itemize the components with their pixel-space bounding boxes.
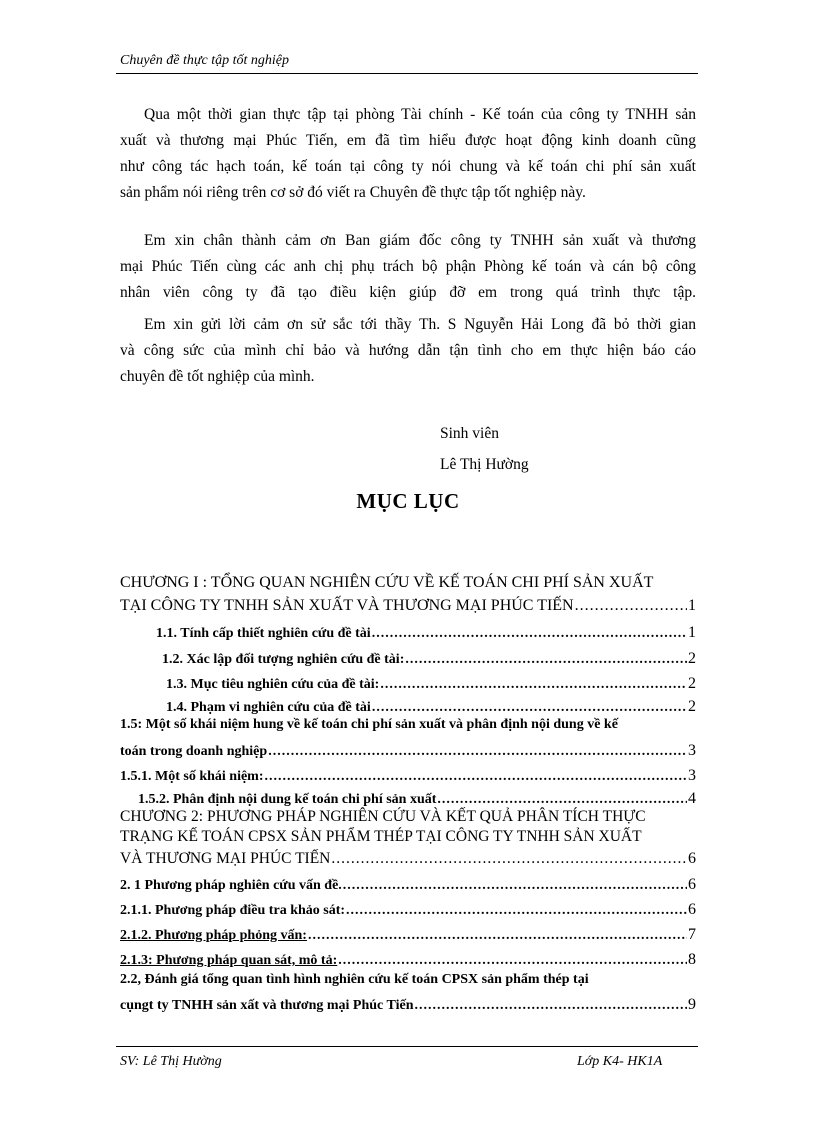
- toc-page-number: 1: [688, 597, 696, 614]
- toc-entry-2-1-1[interactable]: [120, 901, 696, 919]
- intro-paragraph-3: [120, 312, 696, 390]
- toc-entry-text: 1.4. Phạm vi nghiên cứu của đề tài: [166, 700, 371, 715]
- toc-page-number: 9: [688, 996, 696, 1013]
- toc-entry-text: 2.1.3: Phương pháp quan sát, mô tả:: [120, 953, 338, 968]
- toc-entry-text: VÀ THƯƠNG MẠI PHÚC TIẾN: [120, 850, 331, 867]
- footer-class: Lớp K4- HK1A: [577, 1054, 663, 1069]
- toc-entry-2-2-line-1: 2.2, Đánh giá tổng quan tình hình nghiên cứu kế toán CPSX sản phẩm thép tại: [120, 972, 589, 987]
- dot-leader: [380, 677, 687, 693]
- header-rule: [116, 73, 698, 74]
- toc-page-number: 3: [688, 742, 696, 759]
- dot-leader: [405, 652, 687, 668]
- text-line: Em xin chân thành cảm ơn Ban giám đốc công ty TNHH sản xuất và thương: [144, 232, 696, 249]
- toc-entry-text: 1.5.1. Một số khái niệm:: [120, 769, 264, 784]
- toc-page-number: 7: [688, 926, 696, 943]
- signature-role: Sinh viên: [440, 425, 499, 442]
- toc-title: MỤC LỤC: [356, 489, 460, 513]
- toc-entry-1-1[interactable]: [156, 624, 696, 642]
- toc-entry-text: 2.1.2. Phương pháp phỏng vấn:: [120, 928, 307, 943]
- intro-paragraph-2: [120, 228, 696, 306]
- dot-leader: [265, 769, 688, 785]
- toc-page-number: 6: [688, 876, 696, 893]
- toc-entry-text: 2.1.1. Phương pháp điều tra khảo sát:: [120, 903, 346, 918]
- dot-leader: [268, 744, 687, 760]
- toc-entry-text: 2. 1 Phương pháp nghiên cứu vấn đề.: [120, 878, 342, 893]
- intro-paragraph-1: [120, 102, 696, 206]
- toc-page-number: 8: [688, 951, 696, 968]
- dot-leader: [372, 626, 687, 642]
- toc-entry-1-5-2[interactable]: [138, 790, 696, 808]
- dot-leader: [338, 953, 687, 969]
- toc-entry-text: cụngt ty TNHH sản xất và thương mại Phúc Tiến: [120, 998, 414, 1013]
- text-line: nhân viên công ty đã tạo điều kiện giúp đỡ em trong quá trình thực tập.: [120, 284, 696, 301]
- toc-page-number: 2: [688, 675, 696, 692]
- footer-rule: [116, 1046, 698, 1047]
- toc-page-number: 2: [688, 650, 696, 667]
- dot-leader: [575, 597, 687, 615]
- toc-entry-1-5-1[interactable]: [120, 767, 696, 785]
- toc-entry-1-5[interactable]: [120, 742, 696, 760]
- toc-entry-text: TẠI CÔNG TY TNHH SẢN XUẤT VÀ THƯƠNG MẠI PHÚC TIẾN: [120, 597, 574, 614]
- toc-entry-text: 1.2. Xác lập đối tượng nghiên cứu đề tài:: [162, 652, 405, 667]
- toc-page-number: 3: [688, 767, 696, 784]
- toc-entry-2-1-2[interactable]: [120, 926, 696, 944]
- toc-page-number: 6: [688, 901, 696, 918]
- text-line: như công tác hạch toán, kế toán tại công ty nói chung và kế toán chi phí sản xuất: [120, 158, 696, 175]
- toc-entry-1-2[interactable]: [162, 650, 696, 668]
- text-line: và công sức của mình chỉ bảo và hướng dẫn tận tình cho em thực hiện báo cáo: [120, 342, 696, 359]
- signature-name: Lê Thị Hường: [440, 456, 529, 473]
- toc-page-number: 4: [688, 790, 696, 807]
- toc-chapter-2-line-2: TRẠNG KẾ TOÁN CPSX SẢN PHẨM THÉP TẠI CÔNG TY TNHH SẢN XUẤT: [120, 828, 642, 845]
- toc-entry-text: 1.3. Mục tiêu nghiên cứu của đề tài:: [166, 677, 380, 692]
- toc-entry-2-2[interactable]: [120, 996, 696, 1014]
- toc-entry-2-1-3[interactable]: [120, 951, 696, 969]
- toc-entry-1-3[interactable]: [166, 675, 696, 693]
- dot-leader: [414, 998, 687, 1014]
- text-line: mại Phúc Tiến cùng các anh chị phụ trách bộ phận Phòng kế toán và cán bộ công: [120, 258, 696, 275]
- dot-leader: [346, 903, 687, 919]
- footer-student: SV: Lê Thị Hường: [120, 1054, 222, 1069]
- toc-chapter-2-line-1: CHƯƠNG 2: PHƯƠNG PHÁP NGHIÊN CỨU VÀ KẾT QUẢ PHÂN TÍCH THỰC: [120, 808, 646, 825]
- text-line: Em xin gửi lời cảm ơn sử sắc tới thầy Th. S Nguyễn Hải Long đã bỏ thời gian: [144, 316, 696, 333]
- text-line: Qua một thời gian thực tập tại phòng Tài chính - Kế toán của công ty TNHH sản: [144, 106, 696, 123]
- toc-chapter-1-line-1: CHƯƠNG I : TỔNG QUAN NGHIÊN CỨU VỀ KẾ TOÁN CHI PHÍ SẢN XUẤT: [120, 574, 654, 591]
- dot-leader: [437, 792, 687, 808]
- toc-entry-1-4[interactable]: [166, 698, 696, 716]
- toc-page-number: 1: [688, 624, 696, 641]
- dot-leader: [372, 700, 687, 716]
- dot-leader: [308, 928, 687, 944]
- toc-entry-2-1[interactable]: [120, 876, 696, 894]
- text-line: chuyên đề tốt nghiệp của mình.: [120, 368, 315, 385]
- toc-entry-text: 1.1. Tính cấp thiết nghiên cứu đề tài: [156, 626, 371, 641]
- text-line: sản phẩm nói riêng trên cơ sở đó viết ra Chuyên đề thực tập tốt nghiệp này.: [120, 184, 586, 201]
- dot-leader: [331, 850, 687, 868]
- dot-leader: [343, 878, 687, 894]
- page-header-title: Chuyên đề thực tập tốt nghiệp: [120, 53, 289, 68]
- toc-entry-text: 1.5.2. Phân định nội dung kế toán chi phí sản xuất: [138, 792, 437, 807]
- toc-page-number: 2: [688, 698, 696, 715]
- toc-entry-1-5-line-1: 1.5: Một số khái niệm hung về kế toán chi phí sản xuất và phân định nội dung về kế: [120, 717, 618, 732]
- toc-entry-chapter-2[interactable]: [120, 850, 696, 868]
- text-line: xuất và thương mại Phúc Tiến, em đã tìm hiểu được hoạt động kinh doanh cũng: [120, 132, 696, 149]
- toc-entry-chapter-1[interactable]: [120, 597, 696, 615]
- toc-page-number: 6: [688, 850, 696, 867]
- toc-entry-text: toán trong doanh nghiệp: [120, 744, 268, 759]
